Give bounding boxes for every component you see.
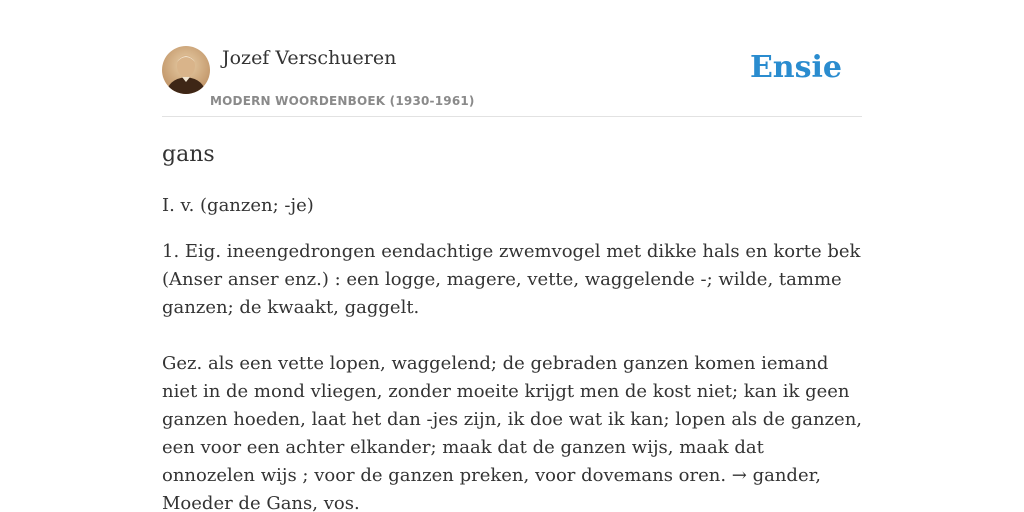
author-avatar[interactable] [162,46,210,94]
headword: gans [162,142,215,167]
definition-text: 1. Eig. ineengedrongen eendachtige zwemvogel met dikke hals en korte bek (Anser anser enz.) : een logge, magere, vette, waggelende -; wilde, tamme ganzen; de kwaakt, gaggelt. Gez. als een vette lopen, waggelend; de gebraden ganzen komen iemand niet in de mond vliegen, zonder moeite krijgt men de kost niet; kan ik geen ganzen hoeden, laat het dan -jes zijn, ik doe wat ik kan; lopen als de ganzen, een voor een achter elkander; maak dat de ganzen wijs, maak dat onnozelen wijs ; voor de ganzen preken, voor dovemans oren. → gander, Moeder de Gans, vos. [162,241,863,512]
source-label[interactable]: MODERN WOORDENBOEK (1930-1961) [210,94,475,108]
entry-content [162,140,862,512]
entry-header [162,44,862,117]
grammar-info: I. v. (ganzen; -je) [162,195,314,216]
ensie-logo[interactable]: Ensie [749,50,842,85]
author-portrait-icon [162,46,210,94]
author-name[interactable]: Jozef Verschueren [222,47,397,69]
